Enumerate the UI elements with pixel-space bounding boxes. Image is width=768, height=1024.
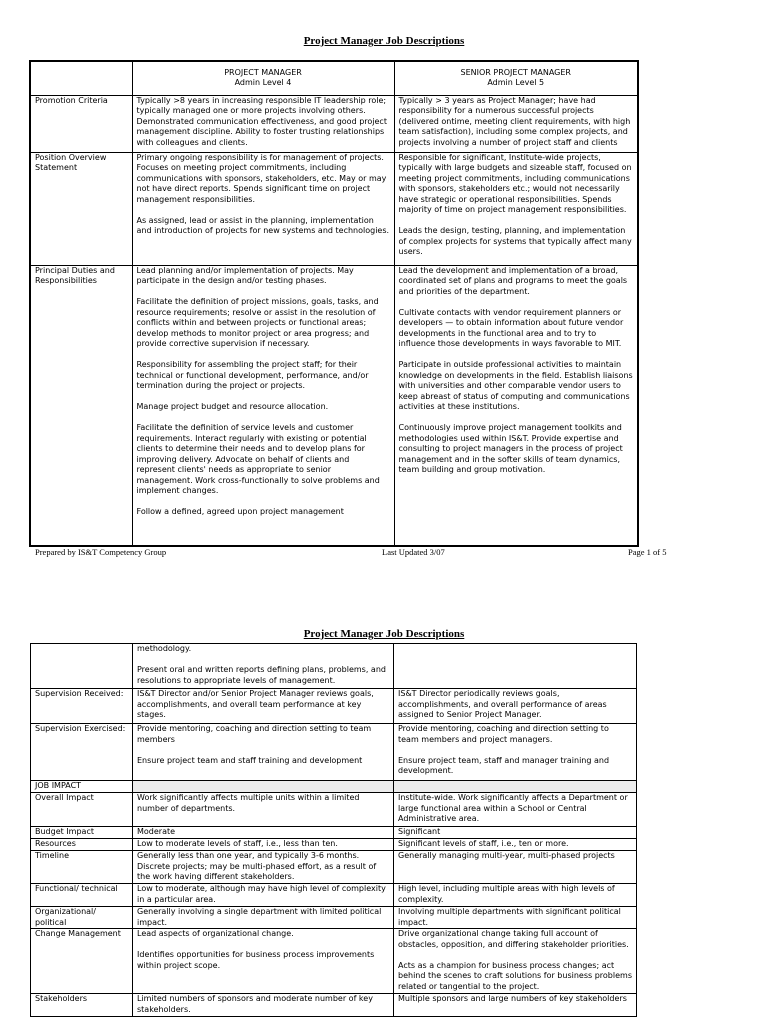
row-label bbox=[31, 644, 133, 689]
pm-cell: methodology. Present oral and written reports defining plans, problems, and resolutions to appropriate levels of management. bbox=[133, 644, 394, 689]
row-supervision-received bbox=[31, 689, 637, 724]
pm-cell: Limited numbers of sponsors and moderate number of key stakeholders. bbox=[133, 994, 394, 1017]
spm-cell: Institute-wide. Work significantly affects a Department or large functional area within a School or Central Administrative area. bbox=[394, 793, 637, 827]
row-label: Supervision Exercised: bbox=[31, 724, 133, 781]
row-label: Budget Impact bbox=[31, 827, 133, 839]
page-1-title: Project Manager Job Descriptions bbox=[303, 35, 465, 47]
pm-cell: Moderate bbox=[133, 827, 394, 839]
spm-cell bbox=[394, 644, 637, 689]
pm-cell: Generally involving a single department with limited political impact. bbox=[133, 907, 394, 929]
row-supervision-exercised bbox=[31, 724, 637, 781]
page-2-title: Project Manager Job Descriptions bbox=[303, 628, 465, 640]
pm-cell bbox=[133, 781, 394, 793]
pm-cell: Low to moderate, although may have high level of complexity in a particular area. bbox=[133, 884, 394, 907]
row-change-management bbox=[31, 929, 637, 994]
spm-cell: Multiple sponsors and large numbers of key stakeholders bbox=[394, 994, 637, 1017]
row-budget-impact bbox=[31, 827, 637, 839]
footer-last-updated: Last Updated 3/07 bbox=[382, 547, 445, 557]
spm-cell: Lead the development and implementation of a broad, coordinated set of plans and programs to meet the goals and priorities of the department. Cultivate contacts with vendor requirement planners or developers — to obtain information about future vendor developments in the functional area and to try to influence those developments in ways favorable to MIT. Participate in outside professional activities to maintain knowledge on developments in the field. Establish liaisons with universities and other comparable vendor users to keep abreast of status of computing and communications activities at these institutions. Continuously improve project management toolkits and methodologies used within IS&T. Provide expertise and consulting to project managers in the process of project management and in the softer skills of team dynamics, team building and group motivation. bbox=[394, 265, 638, 546]
pm-cell: Work significantly affects multiple units within a limited number of departments. bbox=[133, 793, 394, 827]
header-senior-project-manager bbox=[394, 61, 638, 95]
job-description-table-page-2 bbox=[30, 643, 637, 1017]
spm-cell: Typically > 3 years as Project Manager; have had responsibility for a numerous successful projects (delivered ontime, meeting client requirements, with high team satisfaction), including some complex projects, and projects involving a number of project staff and clients bbox=[394, 95, 638, 152]
spm-cell: Significant bbox=[394, 827, 637, 839]
pm-cell: Low to moderate levels of staff, i.e., less than ten. bbox=[133, 839, 394, 851]
spm-cell: Involving multiple departments with significant political impact. bbox=[394, 907, 637, 929]
pm-cell: Primary ongoing responsibility is for management of projects. Focuses on meeting project commitments, including communications with sponsors, stakeholders, etc. May or may not have direct reports. Spends significant time on project management responsibilities. As assigned, lead or assist in the planning, implementation and introduction of projects for new systems and technologies. bbox=[132, 152, 394, 265]
header-pm-title: PROJECT MANAGER bbox=[224, 67, 302, 77]
row-principal-duties bbox=[30, 265, 638, 546]
job-description-table-page-1 bbox=[29, 60, 639, 547]
header-pm-level: Admin Level 4 bbox=[234, 78, 292, 88]
row-label: Functional/ technical bbox=[31, 884, 133, 907]
footer-page-number: Page 1 of 5 bbox=[628, 547, 667, 557]
spm-cell bbox=[394, 781, 637, 793]
row-stakeholders bbox=[31, 994, 637, 1017]
row-promotion-criteria bbox=[30, 95, 638, 152]
header-blank-cell bbox=[30, 61, 132, 95]
row-label: Stakeholders bbox=[31, 994, 133, 1017]
row-label: Position Overview Statement bbox=[30, 152, 132, 265]
row-label: Promotion Criteria bbox=[30, 95, 132, 152]
row-label: Timeline bbox=[31, 851, 133, 884]
spm-cell: Provide mentoring, coaching and direction setting to team members and project managers. Ensure project team, staff and manager training and development. bbox=[394, 724, 637, 781]
table-header-row bbox=[30, 61, 638, 95]
row-resources bbox=[31, 839, 637, 851]
row-label: Overall Impact bbox=[31, 793, 133, 827]
section-label-job-impact: JOB IMPACT bbox=[31, 781, 133, 793]
row-label: Change Management bbox=[31, 929, 133, 994]
pm-cell: Typically >8 years in increasing responsible IT leadership role; typically managed one or more projects involving others. Demonstrated communication effectiveness, and good project management discipline. Ability to foster trusting relationships with colleagues and clients. bbox=[132, 95, 394, 152]
header-spm-title: SENIOR PROJECT MANAGER bbox=[460, 67, 571, 77]
spm-cell: Drive organizational change taking full account of obstacles, opposition, and differing stakeholder priorities. Acts as a champion for business process changes; act behind the scenes to craft solutions for business problems related or tangential to the project. bbox=[394, 929, 637, 994]
spm-cell: Significant levels of staff, i.e., ten or more. bbox=[394, 839, 637, 851]
spm-cell: High level, including multiple areas with high levels of complexity. bbox=[394, 884, 637, 907]
header-spm-level: Admin Level 5 bbox=[487, 78, 545, 88]
header-project-manager bbox=[132, 61, 394, 95]
row-label: Resources bbox=[31, 839, 133, 851]
row-label: Supervision Received: bbox=[31, 689, 133, 724]
row-label: Organizational/ political bbox=[31, 907, 133, 929]
row-position-overview bbox=[30, 152, 638, 265]
pm-cell: Generally less than one year, and typically 3-6 months. Discrete projects; may be multi-phased effort, as a result of the work having different stakeholders. bbox=[133, 851, 394, 884]
row-functional-technical bbox=[31, 884, 637, 907]
row-job-impact-section bbox=[31, 781, 637, 793]
pm-cell: IS&T Director and/or Senior Project Manager reviews goals, accomplishments, and overall team performance at key stages. bbox=[133, 689, 394, 724]
row-label: Principal Duties and Responsibilities bbox=[30, 265, 132, 546]
row-organizational-political bbox=[31, 907, 637, 929]
spm-cell: Responsible for significant, Institute-wide projects, typically with large budgets and sizeable staff, focused on meeting project commitments, including communications with sponsors, stakeholders etc.; would not necessarily have strategic or operational responsibilities. Spends majority of time on project management responsibilities. Leads the design, testing, planning, and implementation of complex projects for systems that typically affect many users. bbox=[394, 152, 638, 265]
spm-cell: Generally managing multi-year, multi-phased projects bbox=[394, 851, 637, 884]
pm-cell: Provide mentoring, coaching and direction setting to team members Ensure project team and staff training and development bbox=[133, 724, 394, 781]
row-continuation bbox=[31, 644, 637, 689]
row-overall-impact bbox=[31, 793, 637, 827]
pm-cell: Lead aspects of organizational change. Identifies opportunities for business process improvements within project scope. bbox=[133, 929, 394, 994]
footer-prepared-by: Prepared by IS&T Competency Group bbox=[35, 547, 167, 557]
pm-cell: Lead planning and/or implementation of projects. May participate in the design and/or testing phases. Facilitate the definition of project missions, goals, tasks, and resource requirements; resolve or assist in the resolution of conflicts within and between projects or functional areas; develop methods to monitor project or area progress; and provide corrective supervision if necessary. Responsibility for assembling the project staff; for their technical or functional development, performance, and/or termination during the project or projects. Manage project budget and resource allocation. Facilitate the definition of service levels and customer requirements. Interact regularly with existing or potential clients to determine their needs and to develop plans for improving delivery. Advocate on behalf of clients and represent clients' needs as appropriate to senior management. Work cross-functionally to solve problems and implement changes. Follow a defined, agreed upon project management bbox=[132, 265, 394, 546]
spm-cell: IS&T Director periodically reviews goals, accomplishments, and overall performance of areas assigned to Senior Project Manager. bbox=[394, 689, 637, 724]
row-timeline bbox=[31, 851, 637, 884]
